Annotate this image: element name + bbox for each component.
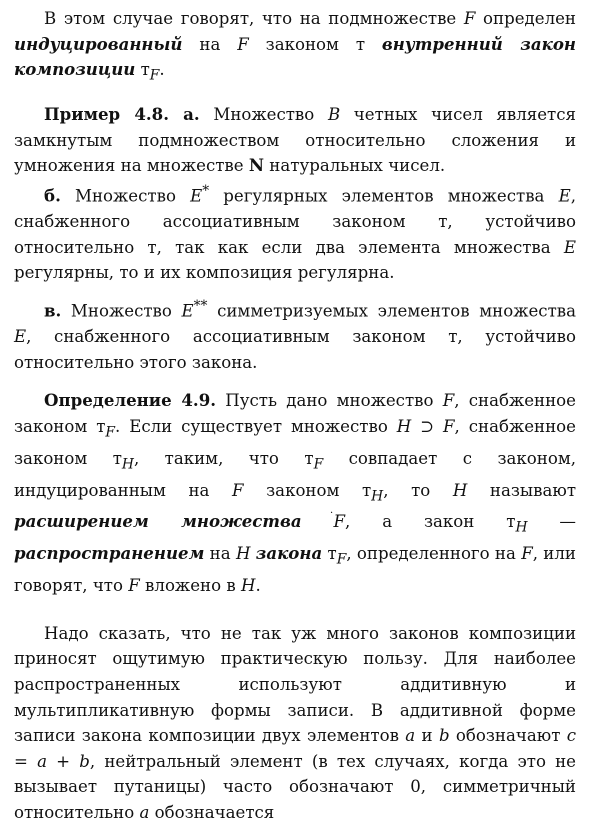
example-sub-label: в. <box>44 300 62 321</box>
term-propagation: распространением <box>14 543 205 564</box>
example-4-8-a: Пример 4.8. а. Множество B четных чисел является замкнутым подмножеством относительно сложения и умножения на множестве N натуральных чисел. <box>14 104 576 176</box>
definition-label: Определение 4.9. <box>44 390 217 411</box>
paragraph-composition-notation: Надо сказать, что не так уж много законов композиции приносят ощутимую практическую пользу. Для наиболее распространенных используют аддитивную и мультипликативную формы записи. В аддитивной форме записи закона композиции двух элементов a и b обозначают c = a + b, нейтральный элемент (в тех случаях, когда это не вызывает путаницы) часто обозначают 0, симметричный относительно a обозначается <box>14 623 577 822</box>
example-sub-label: б. <box>44 185 61 206</box>
definition-4-9: Определение 4.9. Пусть дано множество F, снабженное законом $т_F$. Если существует множество H ⊃ F, снабженное законом $т_H$, таким, что $т_F$ совпадает с законом, индуцированным на F законом $т_H$, то H называют расширением множества F, а закон $т_H$ — распространением на H закона $т_F$, определенного на F, или говорят, что F вложено в H. <box>14 390 576 596</box>
term-induced: индуцированный <box>14 33 183 54</box>
example-label: Пример 4.8. а. <box>44 104 200 125</box>
paragraph-induced-law: В этом случае говорят, что на подмножестве F определен индуцированный на F законом т внутренний закон композиции $т_F$. <box>14 9 577 84</box>
term-law: закона <box>255 543 323 564</box>
example-4-8-c: в. Множество E** симметризуемых элементов множества E, снабженного ассоциативным законом т, устойчиво относительно этого закона. <box>14 297 576 372</box>
example-4-8-b: б. Множество E* регулярных элементов множества E, снабженного ассоциативным законом т, устойчиво относительно т, так как если два элемента множества E регулярны, то и их композиция регулярна. <box>14 182 576 283</box>
stray-dot: · <box>330 508 334 519</box>
term-internal-law: внутренний закон композиции <box>14 33 577 80</box>
term-extension: расширением множества <box>14 511 302 532</box>
formula: c = a + b <box>14 726 577 771</box>
